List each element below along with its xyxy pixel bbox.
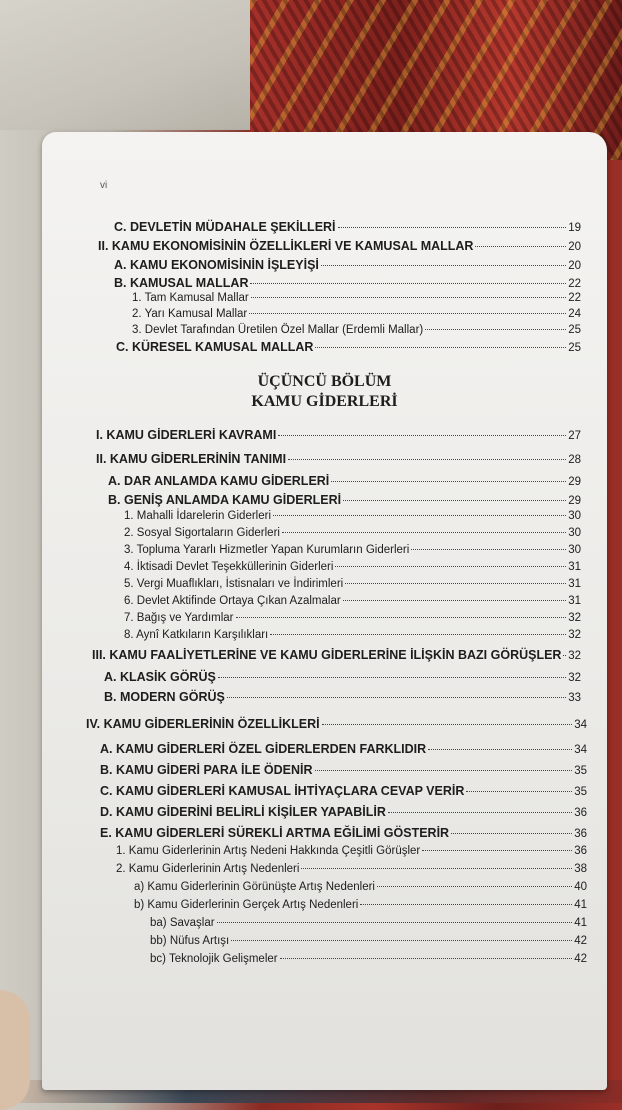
toc-entry: 2. Kamu Giderlerinin Artış Nedenleri 38 [116, 863, 587, 875]
toc-entry: 1. Kamu Giderlerinin Artış Nedeni Hakkında Çeşitli Görüşler 36 [116, 845, 587, 857]
book-page [42, 132, 607, 1090]
chapter-heading [42, 372, 607, 412]
thumb [0, 990, 30, 1110]
toc-entry: B. KAMU GİDERİ PARA İLE ÖDENİR 35 [100, 763, 587, 777]
toc-entry: C. DEVLETİN MÜDAHALE ŞEKİLLERİ 19 [114, 220, 581, 234]
toc-entry: E. KAMU GİDERLERİ SÜREKLİ ARTMA EĞİLİMİ GÖSTERİR 36 [100, 826, 587, 840]
toc-entry: ba) Savaşlar 41 [150, 917, 587, 929]
toc-entry: 3. Devlet Tarafından Üretilen Özel Mallar (Erdemli Mallar) 25 [132, 324, 581, 336]
toc-entry: B. KAMUSAL MALLAR 22 [114, 276, 581, 290]
toc-entry: A. DAR ANLAMDA KAMU GİDERLERİ 29 [108, 474, 581, 488]
toc-entry: B. MODERN GÖRÜŞ 33 [104, 690, 581, 704]
toc-entry: bb) Nüfus Artışı 42 [150, 935, 587, 947]
toc-entry: a) Kamu Giderlerinin Görünüşte Artış Nedenleri 40 [134, 881, 587, 893]
toc-entry: A. KAMU EKONOMİSİNİN İŞLEYİŞİ 20 [114, 258, 581, 272]
toc-entry: II. KAMU EKONOMİSİNİN ÖZELLİKLERİ VE KAMUSAL MALLAR 20 [98, 239, 581, 253]
toc-entry: 1. Tam Kamusal Mallar 22 [132, 292, 581, 304]
toc-entry: A. KLASİK GÖRÜŞ 32 [104, 670, 581, 684]
chapter-number: ÜÇÜNCÜ BÖLÜM [257, 373, 392, 390]
toc-entry: III. KAMU FAALİYETLERİNE VE KAMU GİDERLERİNE İLİŞKİN BAZI GÖRÜŞLER 32 [92, 648, 581, 662]
toc-entry: D. KAMU GİDERİNİ BELİRLİ KİŞİLER YAPABİLİR 36 [100, 805, 587, 819]
background-wood-panel [0, 0, 250, 130]
toc-entry: C. KÜRESEL KAMUSAL MALLAR 25 [116, 340, 581, 354]
toc-entry: 4. İktisadi Devlet Teşekküllerinin Giderleri 31 [124, 561, 581, 573]
toc-entry: 3. Topluma Yararlı Hizmetler Yapan Kurumların Giderleri 30 [124, 544, 581, 556]
toc-entry: 7. Bağış ve Yardımlar 32 [124, 612, 581, 624]
toc-entry: 6. Devlet Aktifinde Ortaya Çıkan Azalmalar 31 [124, 595, 581, 607]
chapter-title: KAMU GİDERLERİ [251, 393, 398, 410]
toc-entry: I. KAMU GİDERLERİ KAVRAMI 27 [96, 428, 581, 442]
toc-entry: 2. Yarı Kamusal Mallar 24 [132, 308, 581, 320]
toc-entry: 2. Sosyal Sigortaların Giderleri 30 [124, 527, 581, 539]
toc-entry: b) Kamu Giderlerinin Gerçek Artış Nedenleri 41 [134, 899, 587, 911]
toc-entry: II. KAMU GİDERLERİNİN TANIMI 28 [96, 452, 581, 466]
toc-entry: IV. KAMU GİDERLERİNİN ÖZELLİKLERİ 34 [86, 717, 587, 731]
toc-entry: C. KAMU GİDERLERİ KAMUSAL İHTİYAÇLARA CEVAP VERİR 35 [100, 784, 587, 798]
toc-entry: 5. Vergi Muaflıkları, İstisnaları ve İndirimleri 31 [124, 578, 581, 590]
toc-entry: B. GENİŞ ANLAMDA KAMU GİDERLERİ 29 [108, 493, 581, 507]
toc-entry: 1. Mahalli İdarelerin Giderleri 30 [124, 510, 581, 522]
toc-entry: bc) Teknolojik Gelişmeler 42 [150, 953, 587, 965]
page-number: vi [100, 180, 108, 191]
toc-entry: A. KAMU GİDERLERİ ÖZEL GİDERLERDEN FARKLIDIR 34 [100, 742, 587, 756]
toc-entry: 8. Aynî Katkıların Karşılıkları 32 [124, 629, 581, 641]
